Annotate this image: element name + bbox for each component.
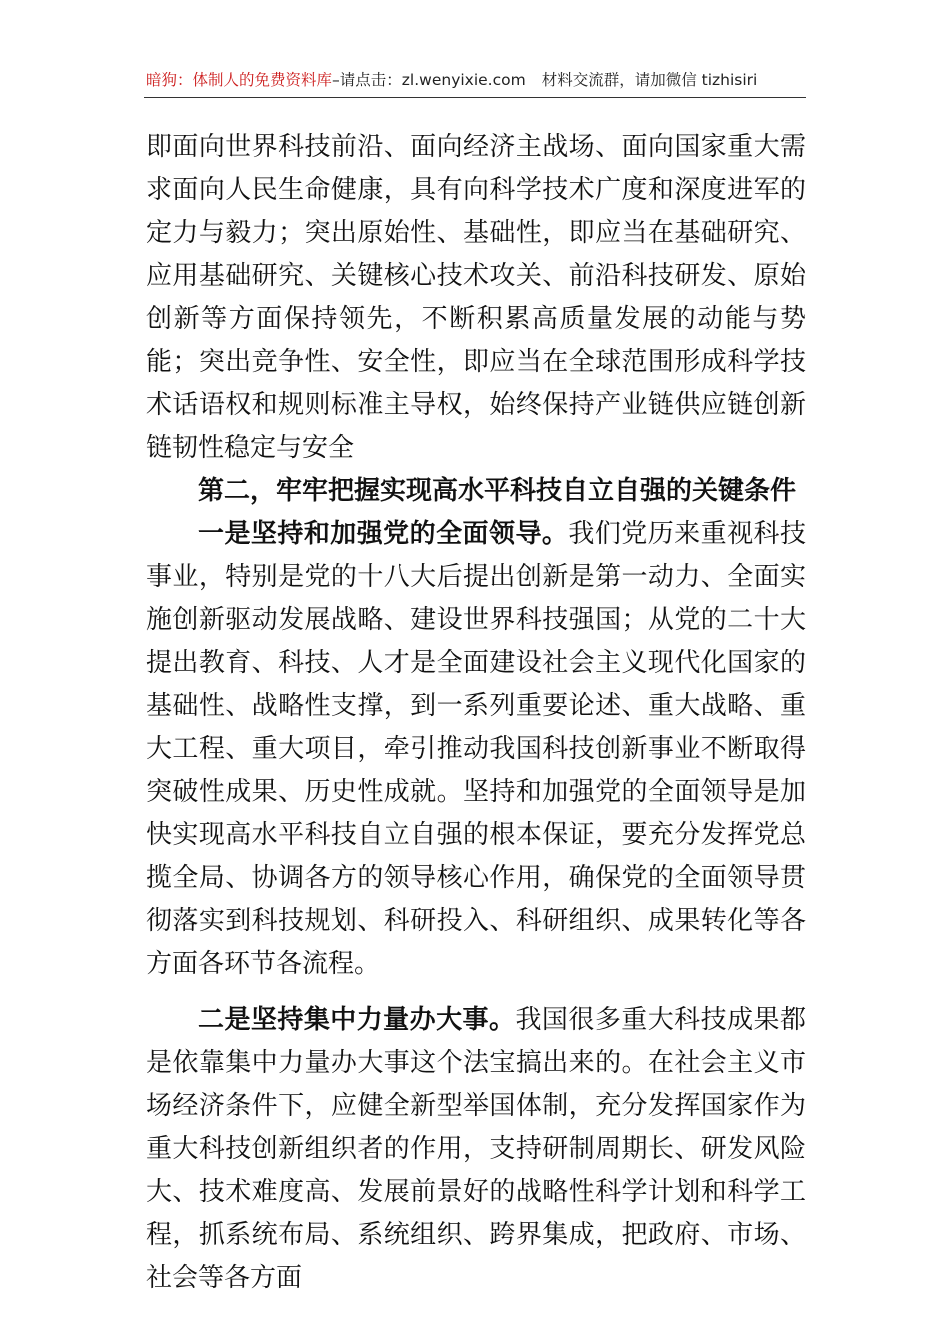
- section-heading: 第二，牢牢把握实现高水平科技自立自强的关键条件: [198, 476, 797, 506]
- header-link-prefix: –请点击：: [332, 71, 402, 89]
- paragraph-text-1: 我们党历来重视科技事业，特别是党的十八大后提出创新是第一动力、全面实施创新驱动发展战略、建设世界科技强国；从党的二十大提出教育、科技、人才是全面建设社会主义现代化国家的基础性、战略性支撑，到一系列重要论述、重大战略、重大工程、重大项目，牵引推动我国科技创新事业不断取得突破性成果、历史性成就。坚持和加强党的全面领导是加快实现高水平科技自立自强的根本保证，要充分发挥党总揽全局、协调各方的领导核心作用，确保党的全面领导贯彻落实到科技规划、科研投入、科研组织、成果转化等各方面各环节各流程。: [146, 519, 806, 979]
- page-header: [146, 64, 806, 96]
- paragraph-party-leadership: [146, 513, 806, 986]
- document-body: [146, 126, 806, 1300]
- paragraph-text-2: 我国很多重大科技成果都是依靠集中力量办大事这个法宝搞出来的。在社会主义市场经济条件下，应健全新型举国体制，充分发挥国家作为重大科技创新组织者的作用，支持研制周期长、研发风险大、技术难度高、发展前景好的战略性科学计划和科学工程，抓系统布局、系统组织、跨界集成，把政府、市场、社会等各方面: [146, 1005, 806, 1293]
- paragraph-lead-2: 二是坚持集中力量办大事。: [198, 1005, 516, 1035]
- paragraph-lead-1: 一是坚持和加强党的全面领导。: [198, 519, 569, 549]
- header-link[interactable]: zl.wenyixie.com: [401, 71, 526, 89]
- paragraph-continuation: 即面向世界科技前沿、面向经济主战场、面向国家重大需求面向人民生命健康，具有向科学技术广度和深度进军的定力与毅力；突出原始性、基础性，即应当在基础研究、应用基础研究、关键核心技术攻关、前沿科技研发、原始创新等方面保持领先，不断积累高质量发展的动能与势能；突出竞争性、安全性，即应当在全球范围形成科学技术话语权和规则标准主导权，始终保持产业链供应链创新链韧性稳定与安全: [146, 132, 806, 463]
- header-brand-text: 暗狗：体制人的免费资料库: [146, 71, 333, 89]
- header-divider: [144, 97, 806, 98]
- header-contact-text: 材料交流群，请加微信 tizhisiri: [541, 71, 758, 89]
- paragraph-concentrated-effort: [146, 999, 806, 1300]
